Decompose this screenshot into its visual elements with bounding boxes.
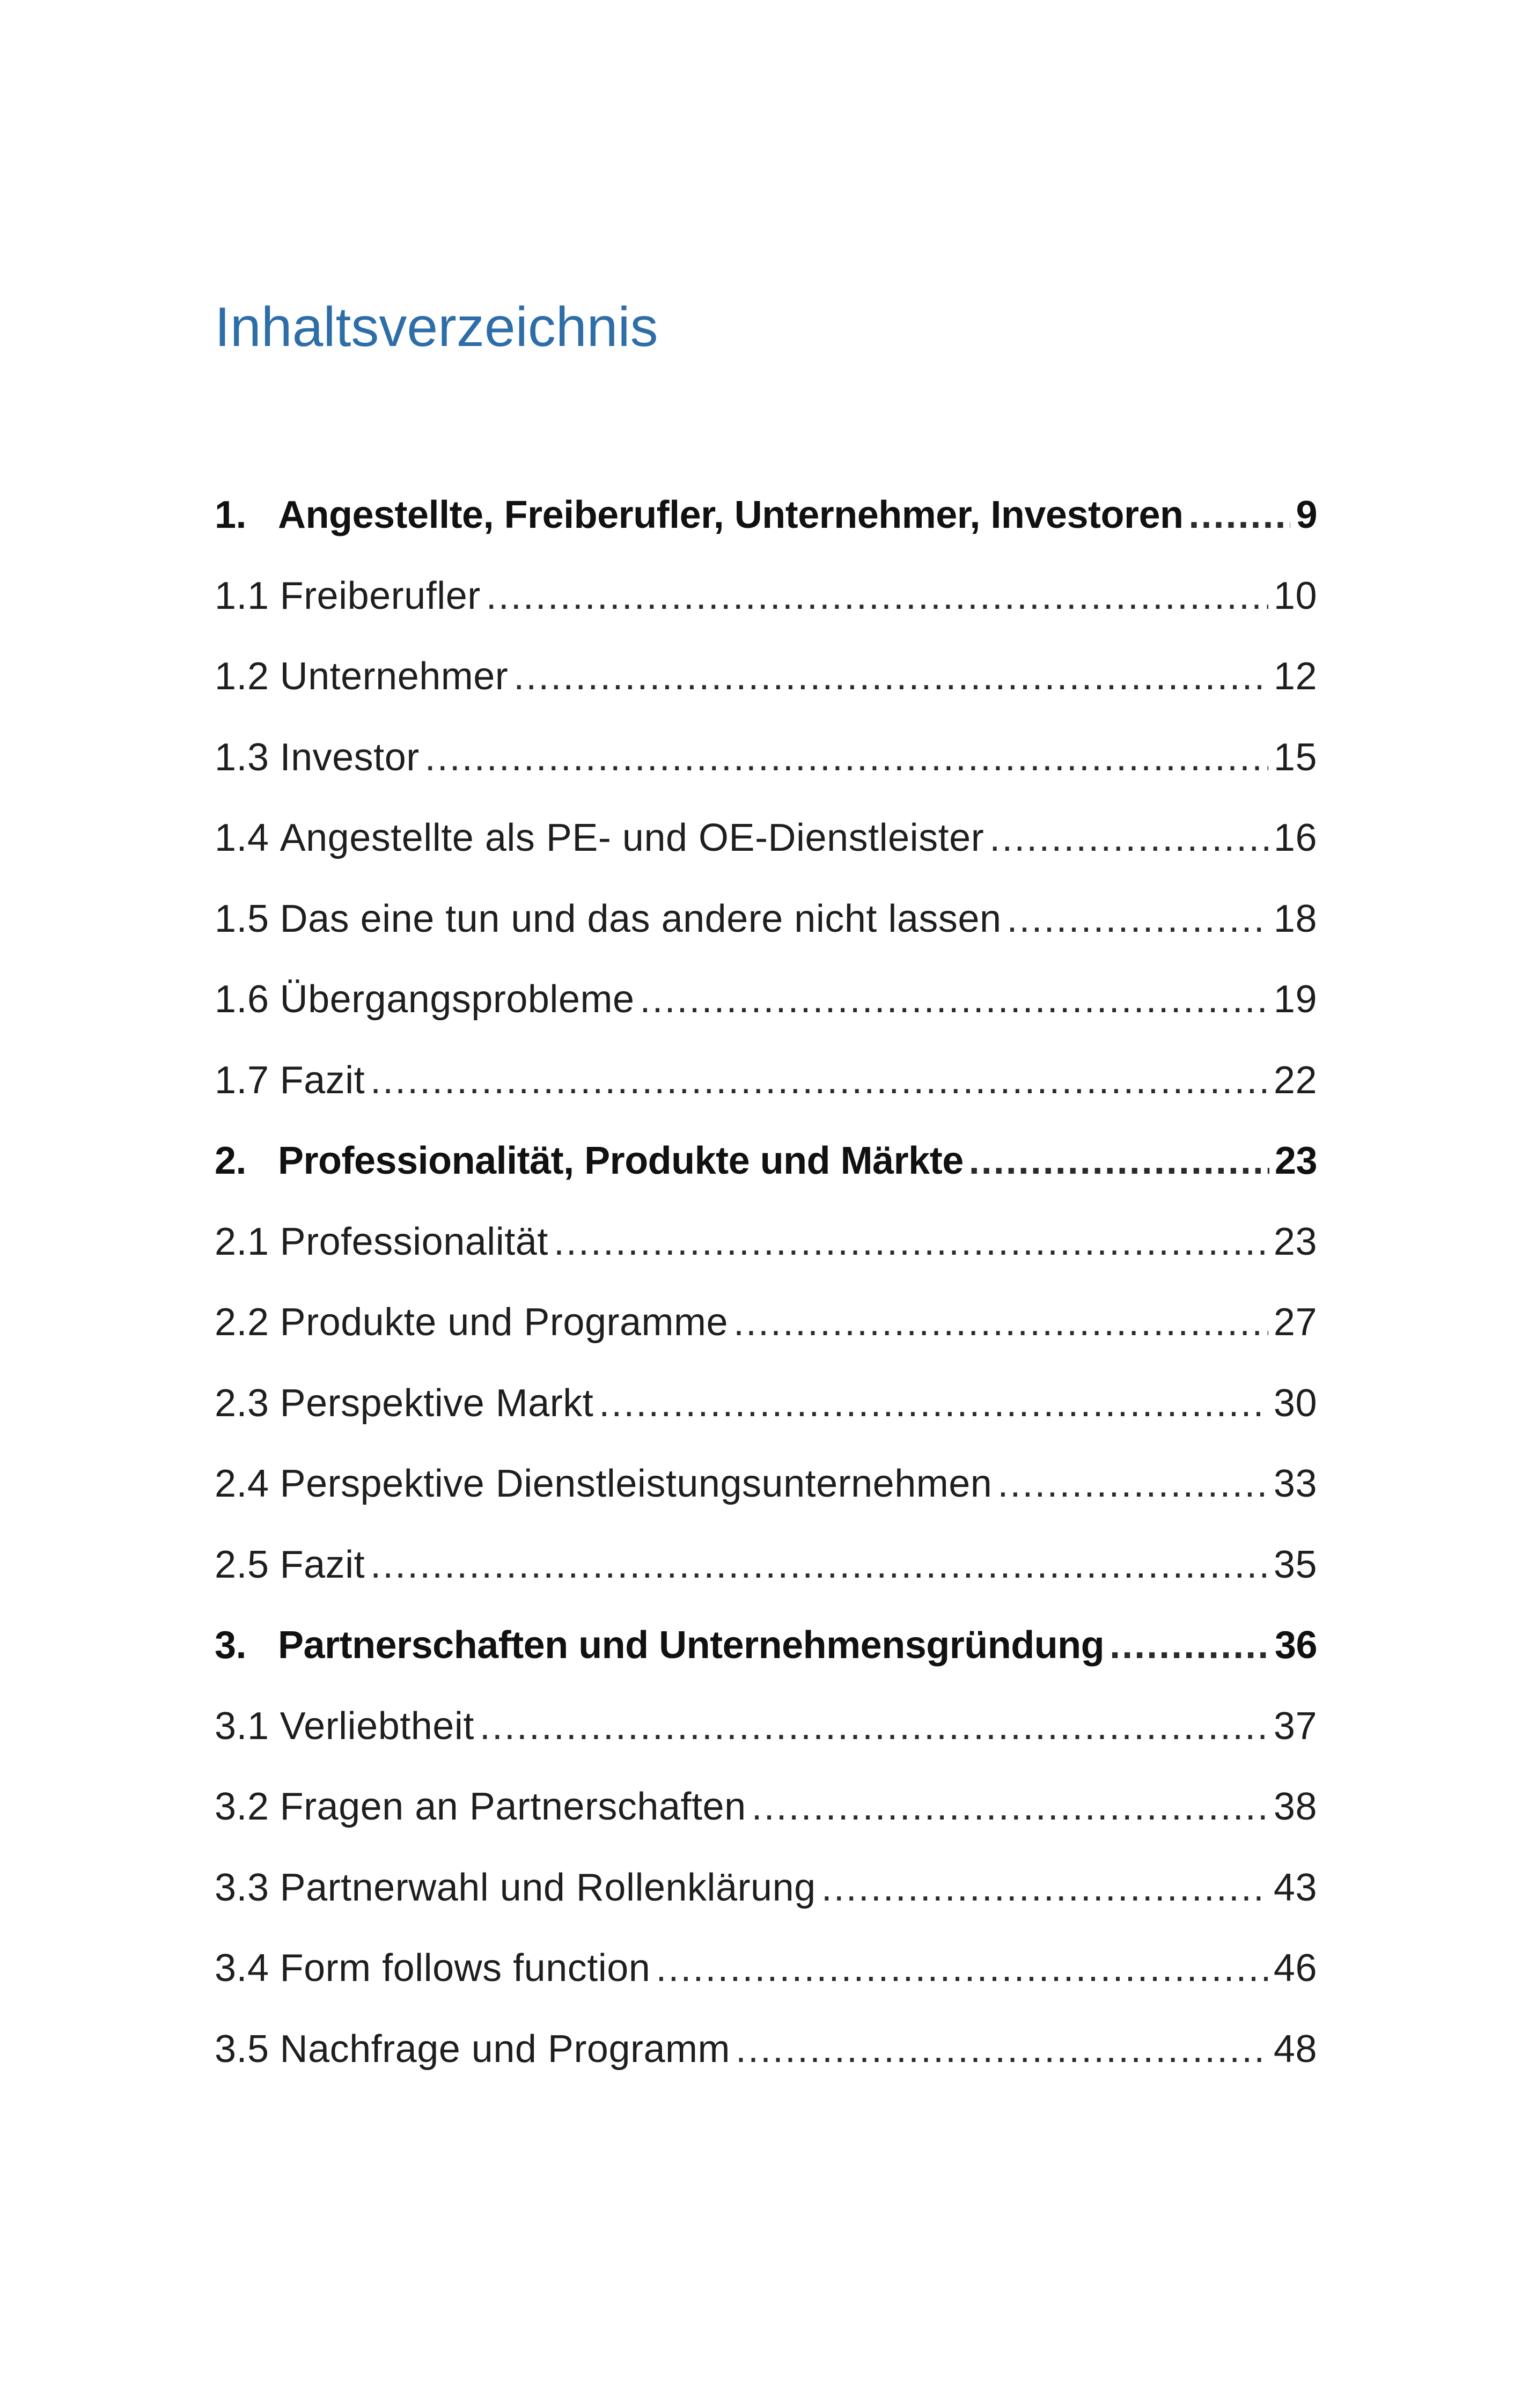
dot-leader (370, 1525, 1268, 1605)
toc-section-entry[interactable] (215, 1686, 1317, 1767)
entry-title: Fazit (280, 1543, 365, 1586)
toc-section-entry[interactable] (215, 636, 1317, 717)
dot-leader (821, 1847, 1268, 1928)
entry-number: 3.2 (215, 1785, 269, 1828)
toc-section-entry[interactable] (215, 1766, 1317, 1847)
toc-list (215, 475, 1317, 2089)
entry-title: Investor (280, 735, 420, 779)
entry-page-number: 46 (1273, 1947, 1317, 1990)
toc-chapter-entry[interactable] (215, 1605, 1317, 1686)
dot-leader (733, 1282, 1268, 1363)
entry-number: 2.4 (215, 1462, 269, 1505)
entry-page-number: 18 (1273, 897, 1317, 940)
dot-leader (736, 2009, 1268, 2089)
entry-number: 3.1 (215, 1704, 269, 1748)
entry-title: Übergangsprobleme (280, 978, 635, 1021)
entry-title: Angestellte als PE- und OE-Dienstleister (280, 816, 984, 859)
toc-section-entry[interactable] (215, 1282, 1317, 1363)
entry-title: Fazit (280, 1058, 365, 1102)
entry-number: 2.3 (215, 1381, 269, 1425)
entry-title: Partnerschaften und Unternehmensgründung (278, 1624, 1105, 1667)
entry-title: Perspektive Markt (280, 1381, 594, 1425)
dot-leader (969, 1121, 1269, 1201)
entry-number: 3.4 (215, 1947, 269, 1990)
dot-leader (997, 1444, 1268, 1524)
entry-page-number: 10 (1273, 574, 1317, 617)
entry-title: Unternehmer (280, 655, 509, 698)
dot-leader (480, 1686, 1268, 1766)
entry-page-number: 43 (1273, 1866, 1317, 1909)
entry-page-number: 30 (1273, 1381, 1317, 1425)
dot-leader (486, 556, 1268, 636)
entry-number: 3.3 (215, 1866, 269, 1909)
entry-page-number: 48 (1273, 2027, 1317, 2071)
toc-chapter-entry[interactable] (215, 1121, 1317, 1202)
entry-number: 1.4 (215, 816, 269, 859)
entry-number: 2.5 (215, 1543, 269, 1586)
dot-leader (425, 717, 1268, 798)
entry-page-number: 19 (1273, 978, 1317, 1021)
toc-section-entry[interactable] (215, 1363, 1317, 1444)
entry-title: Professionalität, Produkte und Märkte (278, 1139, 964, 1182)
entry-number: 3. (215, 1624, 247, 1667)
dot-leader (1007, 879, 1268, 959)
entry-page-number: 23 (1274, 1139, 1317, 1182)
entry-page-number: 27 (1273, 1301, 1317, 1344)
entry-page-number: 38 (1273, 1785, 1317, 1828)
entry-title: Nachfrage und Programm (280, 2027, 730, 2071)
entry-page-number: 36 (1274, 1624, 1317, 1667)
entry-number: 3.5 (215, 2027, 269, 2071)
entry-page-number: 15 (1273, 735, 1317, 779)
dot-leader (513, 636, 1268, 717)
entry-number: 1.3 (215, 735, 269, 779)
toc-section-entry[interactable] (215, 879, 1317, 960)
toc-section-entry[interactable] (215, 2009, 1317, 2090)
entry-number: 1.1 (215, 574, 269, 617)
entry-number: 1.5 (215, 897, 269, 940)
entry-number: 1.7 (215, 1058, 269, 1102)
dot-leader (640, 959, 1268, 1040)
entry-title: Angestellte, Freiberufler, Unternehmer, Investoren (278, 494, 1184, 536)
dot-leader (989, 798, 1268, 878)
entry-page-number: 23 (1273, 1220, 1317, 1263)
entry-title: Professionalität (280, 1220, 548, 1263)
entry-number: 1. (215, 494, 247, 536)
toc-title: Inhaltsverzeichnis (215, 296, 658, 358)
entry-title: Freiberufler (280, 574, 481, 617)
dot-leader (656, 1928, 1268, 2008)
entry-number: 2.2 (215, 1301, 269, 1344)
toc-section-entry[interactable] (215, 1847, 1317, 1928)
dot-leader (752, 1766, 1268, 1847)
entry-page-number: 12 (1273, 655, 1317, 698)
toc-section-entry[interactable] (215, 1525, 1317, 1606)
entry-number: 1.6 (215, 978, 269, 1021)
entry-number: 2. (215, 1139, 247, 1182)
dot-leader (599, 1363, 1268, 1444)
toc-section-entry[interactable] (215, 798, 1317, 879)
entry-title: Das eine tun und das andere nicht lassen (280, 897, 1002, 940)
entry-title: Verliebtheit (280, 1704, 474, 1748)
entry-page-number: 9 (1296, 494, 1317, 536)
entry-title: Fragen an Partnerschaften (280, 1785, 746, 1828)
toc-section-entry[interactable] (215, 1444, 1317, 1525)
entry-number: 1.2 (215, 655, 269, 698)
dot-leader (1109, 1605, 1269, 1685)
toc-section-entry[interactable] (215, 1928, 1317, 2009)
entry-title: Produkte und Programme (280, 1301, 729, 1344)
dot-leader (554, 1202, 1268, 1282)
toc-section-entry[interactable] (215, 556, 1317, 637)
entry-page-number: 22 (1273, 1058, 1317, 1102)
dot-leader (1189, 475, 1291, 555)
entry-page-number: 16 (1273, 816, 1317, 859)
entry-page-number: 35 (1273, 1543, 1317, 1586)
entry-page-number: 33 (1273, 1462, 1317, 1505)
entry-title: Partnerwahl und Rollenklärung (280, 1866, 816, 1909)
entry-title: Form follows function (280, 1947, 651, 1990)
entry-number: 2.1 (215, 1220, 269, 1263)
dot-leader (370, 1040, 1268, 1121)
entry-page-number: 37 (1273, 1704, 1317, 1748)
toc-section-entry[interactable] (215, 1202, 1317, 1283)
toc-section-entry[interactable] (215, 717, 1317, 798)
toc-section-entry[interactable] (215, 1040, 1317, 1121)
entry-title: Perspektive Dienstleistungsunternehmen (280, 1462, 993, 1505)
toc-chapter-entry[interactable] (215, 475, 1317, 556)
toc-section-entry[interactable] (215, 959, 1317, 1040)
